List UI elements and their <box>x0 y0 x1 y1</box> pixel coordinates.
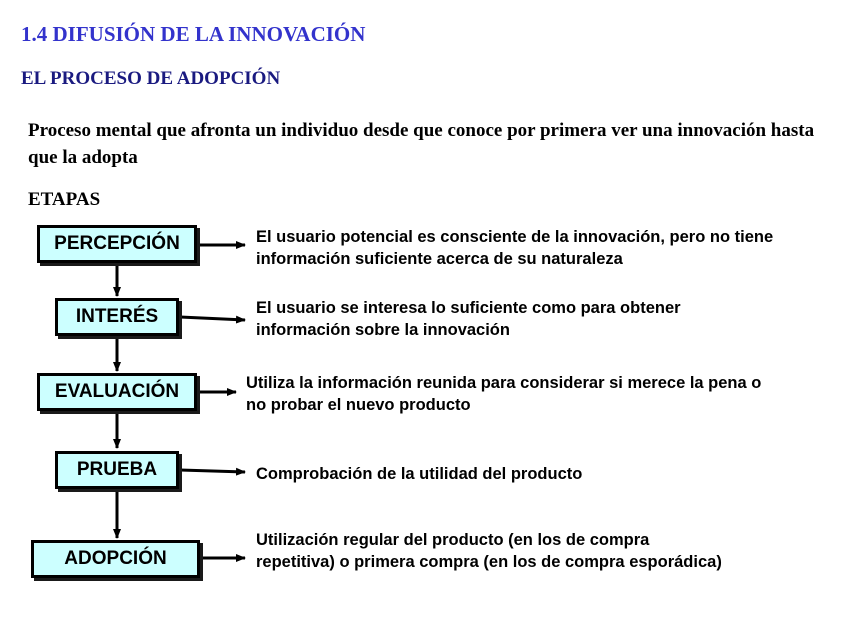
stage-desc-prueba: Comprobación de la utilidad del producto <box>256 465 583 483</box>
stage-box-evaluacion: EVALUACIÓN <box>37 373 197 411</box>
stage-desc-interes: El usuario se interesa lo suficiente como para obtener información sobre la innovación <box>256 299 681 339</box>
desc-arrow-2 <box>180 317 245 320</box>
stage-box-prueba: PRUEBA <box>55 451 179 489</box>
stages-label: ETAPAS <box>28 189 101 210</box>
page-subtitle: EL PROCESO DE ADOPCIÓN <box>21 68 281 89</box>
stage-desc-evaluacion: Utiliza la información reunida para considerar si merece la pena o no probar el nuevo producto <box>246 374 762 414</box>
stage-desc-percepcion: El usuario potencial es consciente de la innovación, pero no tiene información suficiente acerca de su naturaleza <box>256 228 774 268</box>
stage-box-adopcion: ADOPCIÓN <box>31 540 200 578</box>
stage-box-interes: INTERÉS <box>55 298 179 336</box>
stage-desc-adopcion: Utilización regular del producto (en los de compra repetitiva) o primera compra (en los de compra esporádica) <box>256 531 722 571</box>
stage-box-percepcion: PERCEPCIÓN <box>37 225 197 263</box>
definition-text: Proceso mental que afronta un individuo desde que conoce por primera ver una innovación hasta que la adopta <box>28 120 815 168</box>
page-title: 1.4 DIFUSIÓN DE LA INNOVACIÓN <box>21 22 366 46</box>
desc-arrow-4 <box>180 470 245 472</box>
